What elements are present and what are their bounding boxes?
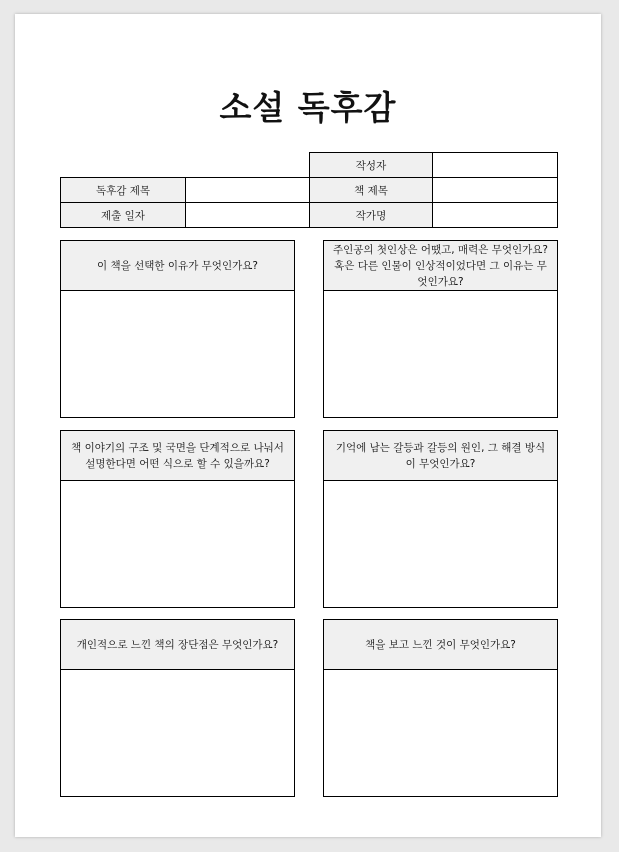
question-box-2 xyxy=(323,240,558,418)
author-field[interactable] xyxy=(433,153,558,178)
info-table xyxy=(60,152,558,228)
book-title-label: 책 제목 xyxy=(310,178,433,203)
answer-area[interactable] xyxy=(324,481,557,606)
writer-label: 작가명 xyxy=(310,203,433,228)
writer-field[interactable] xyxy=(433,203,558,228)
question-box-5 xyxy=(60,619,295,797)
report-title-label: 독후감 제목 xyxy=(61,178,186,203)
answer-area[interactable] xyxy=(324,291,557,416)
answer-area[interactable] xyxy=(61,291,294,416)
submission-date-label: 제출 일자 xyxy=(61,203,186,228)
author-label: 작성자 xyxy=(310,153,433,178)
question-text: 책을 보고 느낀 것이 무엇인가요? xyxy=(324,620,557,670)
question-box-4 xyxy=(323,430,558,608)
book-title-field[interactable] xyxy=(433,178,558,203)
question-text: 개인적으로 느낀 책의 장단점은 무엇인가요? xyxy=(61,620,294,670)
question-text: 책 이야기의 구조 및 국면을 단계적으로 나눠서 설명한다면 어떤 식으로 할 수 있을까요? xyxy=(61,431,294,481)
question-box-6 xyxy=(323,619,558,797)
report-title-field[interactable] xyxy=(186,178,310,203)
question-box-3 xyxy=(60,430,295,608)
page-title: 소설 독후감 xyxy=(219,88,397,127)
question-box-1 xyxy=(60,240,295,418)
question-text: 이 책을 선택한 이유가 무엇인가요? xyxy=(61,241,294,291)
question-text: 주인공의 첫인상은 어땠고, 매력은 무엇인가요? 혹은 다른 인물이 인상적이었다면 그 이유는 무엇인가요? xyxy=(324,241,557,291)
answer-area[interactable] xyxy=(61,481,294,606)
answer-area[interactable] xyxy=(324,670,557,795)
question-text: 기억에 남는 갈등과 갈등의 원인, 그 해결 방식이 무엇인가요? xyxy=(324,431,557,481)
submission-date-field[interactable] xyxy=(186,203,310,228)
answer-area[interactable] xyxy=(61,670,294,795)
worksheet-page xyxy=(15,14,601,837)
